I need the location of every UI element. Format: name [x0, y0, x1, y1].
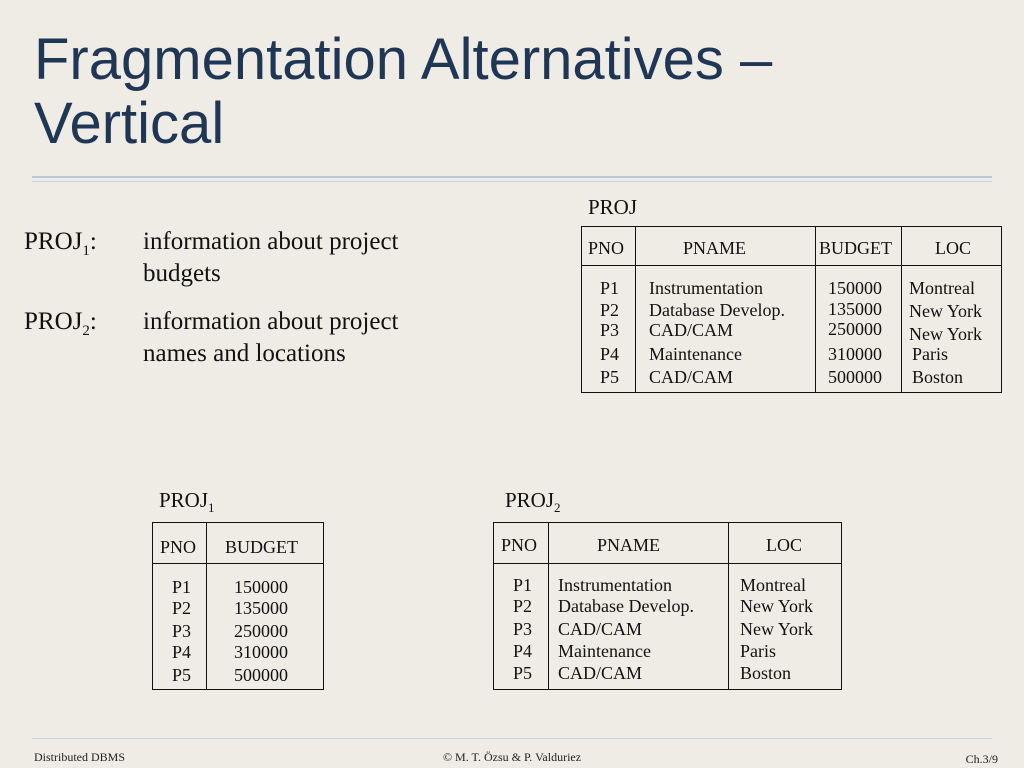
title-line-1: Fragmentation Alternatives –	[34, 27, 773, 92]
bullet-text-proj2: information about project names and locations	[143, 308, 399, 367]
proj-table-title: PROJ	[588, 195, 638, 219]
proj2-pname-cell: CAD/CAM	[558, 663, 643, 683]
proj1-pno-cell: P3	[172, 621, 192, 641]
proj-pno-cell: P5	[600, 367, 620, 387]
footer-page-number: Ch.3/9	[965, 752, 998, 766]
proj-header-pname: PNAME	[683, 238, 747, 258]
proj1-budget-cell: 135000	[234, 598, 288, 618]
proj-loc-cell: Montreal	[909, 278, 975, 298]
proj-budget-cell: 135000	[828, 299, 882, 319]
proj1-table-title: $PROJ_1$	[159, 488, 215, 516]
proj1-header-budget: BUDGET	[225, 537, 298, 557]
proj-header-budget: BUDGET	[819, 238, 892, 258]
proj2-pno-cell: P2	[513, 596, 533, 616]
proj-pname-cell: CAD/CAM	[649, 367, 734, 387]
proj-loc-cell: Boston	[912, 367, 964, 387]
proj2-header-loc: LOC	[766, 535, 802, 555]
title-divider	[32, 176, 992, 178]
proj1-budget-cell: 500000	[234, 665, 288, 685]
proj-loc-cell: New York	[909, 301, 983, 321]
proj-pno-cell: P1	[600, 278, 620, 298]
proj-pno-cell: P3	[600, 320, 620, 340]
proj1-budget-cell: 250000	[234, 621, 288, 641]
bullet-label-proj1: $PROJ_1$:	[24, 228, 97, 259]
proj2-loc-cell: Montreal	[740, 575, 806, 595]
proj-budget-cell: 150000	[828, 278, 882, 298]
proj-pname-cell: Instrumentation	[649, 278, 763, 298]
proj-loc-cell: Paris	[912, 344, 948, 364]
proj1-pno-cell: P1	[172, 577, 192, 597]
title-divider-secondary	[32, 181, 992, 182]
proj2-loc-cell: New York	[740, 619, 814, 639]
proj-loc-cell: New York	[909, 324, 983, 344]
proj2-loc-cell: Boston	[740, 663, 792, 683]
proj2-pno-cell: P4	[513, 641, 533, 661]
proj2-pname-cell: Maintenance	[558, 641, 651, 661]
proj1-budget-cell: 150000	[234, 577, 288, 597]
proj1-pno-cell: P4	[172, 642, 192, 662]
footer-copyright: © M. T. Özsu & P. Valduriez	[442, 750, 582, 764]
proj-pname-cell: Maintenance	[649, 344, 742, 364]
proj-header-loc: LOC	[935, 238, 971, 258]
proj2-pno-cell: P5	[513, 663, 533, 683]
proj1-table	[152, 522, 324, 690]
proj2-pname-cell: CAD/CAM	[558, 619, 643, 639]
proj-pname-cell: Database Develop.	[649, 300, 785, 320]
bullet-text-proj1: information about project budgets	[143, 228, 399, 287]
proj2-header-pname: PNAME	[597, 535, 661, 555]
proj2-loc-cell: New York	[740, 596, 814, 616]
proj-budget-cell: 500000	[828, 367, 882, 387]
proj-pno-cell: P4	[600, 344, 620, 364]
proj1-pno-cell: P5	[172, 665, 192, 685]
proj1-pno-cell: P2	[172, 598, 192, 618]
proj2-loc-cell: Paris	[740, 641, 776, 661]
proj-budget-cell: 310000	[828, 344, 882, 364]
proj1-header-pno: PNO	[160, 537, 197, 557]
proj2-pname-cell: Instrumentation	[558, 575, 672, 595]
proj2-pname-cell: Database Develop.	[558, 596, 694, 616]
proj2-table	[493, 522, 842, 690]
proj2-header-pno: PNO	[501, 535, 538, 555]
proj-budget-cell: 250000	[828, 319, 882, 339]
footer-course: Distributed DBMS	[34, 750, 126, 764]
footer-divider	[32, 738, 992, 739]
proj2-table-title: $PROJ_2$	[505, 488, 561, 516]
proj1-budget-cell: 310000	[234, 642, 288, 662]
slide-title	[34, 28, 994, 156]
proj-table	[581, 226, 1002, 393]
proj-header-pno: PNO	[588, 238, 625, 258]
proj2-pno-cell: P1	[513, 575, 533, 595]
proj-pname-cell: CAD/CAM	[649, 320, 734, 340]
bullet-label-proj2: $PROJ_2$:	[24, 308, 97, 339]
proj2-pno-cell: P3	[513, 619, 533, 639]
title-line-2: Vertical	[34, 91, 225, 156]
proj-pno-cell: P2	[600, 300, 620, 320]
